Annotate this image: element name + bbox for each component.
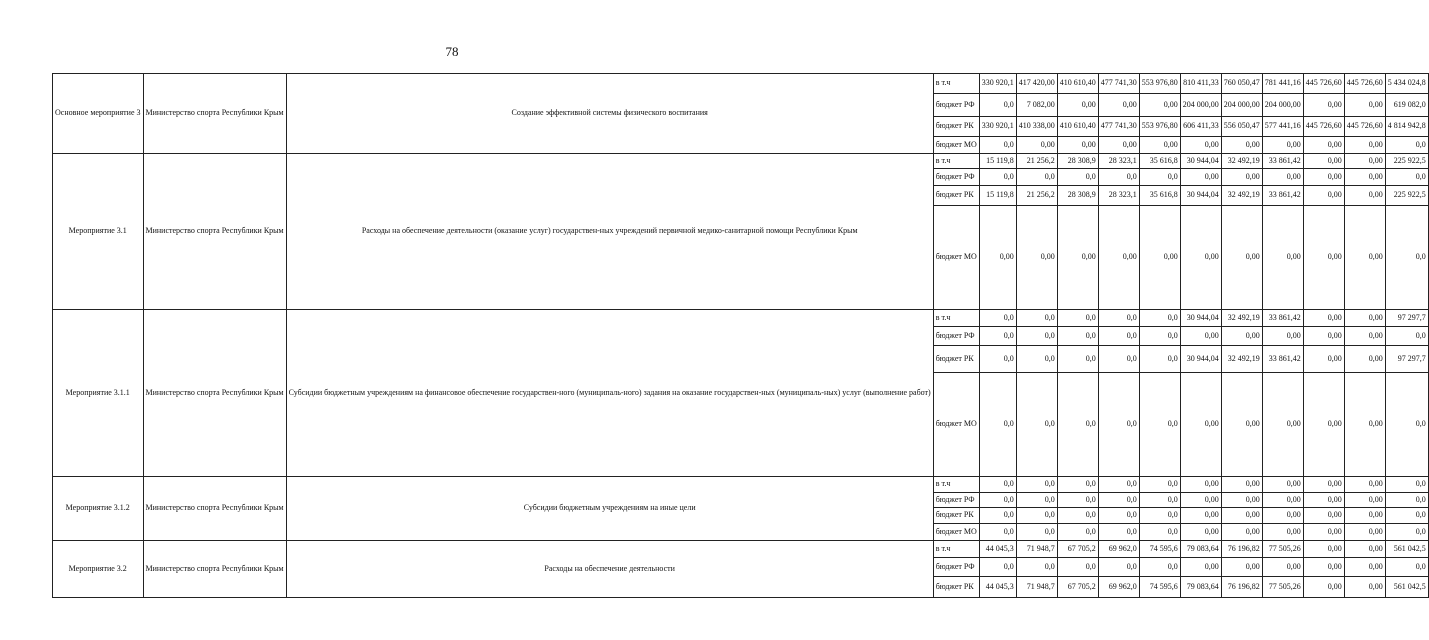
funding-source: в т.ч (933, 310, 979, 327)
amount-cell: 0,00 (1180, 169, 1221, 186)
funding-source: бюджет РФ (933, 558, 979, 577)
amount-cell: 0,0 (1139, 477, 1180, 493)
amount-cell: 0,00 (1303, 327, 1344, 346)
amount-cell: 781 441,16 (1262, 74, 1303, 94)
amount-cell: 0,00 (1221, 477, 1262, 493)
amount-cell: 0,0 (1057, 524, 1098, 541)
amount-cell: 417 420,00 (1016, 74, 1057, 94)
amount-cell: 0,00 (1180, 327, 1221, 346)
amount-cell: 0,0 (1385, 137, 1428, 154)
amount-cell: 0,0 (1385, 206, 1428, 310)
amount-cell: 0,00 (1221, 524, 1262, 541)
amount-cell: 0,0 (1139, 169, 1180, 186)
amount-cell: 225 922,5 (1385, 154, 1428, 169)
amount-cell: 0,00 (1303, 508, 1344, 524)
funding-source: бюджет РК (933, 508, 979, 524)
funding-source: бюджет РФ (933, 327, 979, 346)
amount-cell: 28 323,1 (1098, 186, 1139, 206)
amount-cell: 561 042,5 (1385, 577, 1428, 598)
amount-cell: 0,0 (979, 327, 1016, 346)
amount-cell: 0,00 (1057, 206, 1098, 310)
amount-cell: 0,00 (1262, 137, 1303, 154)
amount-cell: 0,0 (1057, 558, 1098, 577)
amount-cell: 204 000,00 (1262, 94, 1303, 117)
amount-cell: 67 705,2 (1057, 541, 1098, 558)
amount-cell: 97 297,7 (1385, 310, 1428, 327)
amount-cell: 0,0 (1057, 508, 1098, 524)
measure-name: Мероприятие 3.2 (53, 541, 144, 598)
amount-cell: 0,0 (979, 373, 1016, 477)
amount-cell: 0,0 (979, 94, 1016, 117)
amount-cell: 0,00 (1221, 327, 1262, 346)
amount-cell: 0,0 (1016, 477, 1057, 493)
amount-cell: 0,0 (1098, 524, 1139, 541)
amount-cell: 0,0 (1016, 493, 1057, 508)
amount-cell: 0,00 (1016, 206, 1057, 310)
amount-cell: 5 434 024,8 (1385, 74, 1428, 94)
amount-cell: 69 962,0 (1098, 577, 1139, 598)
amount-cell: 561 042,5 (1385, 541, 1428, 558)
amount-cell: 15 119,8 (979, 186, 1016, 206)
amount-cell: 0,00 (1303, 154, 1344, 169)
amount-cell: 0,00 (1303, 169, 1344, 186)
amount-cell: 553 976,80 (1139, 117, 1180, 137)
amount-cell: 0,00 (1303, 310, 1344, 327)
measure-description: Расходы на обеспечение деятельности (286, 541, 933, 598)
measure-name: Мероприятие 3.1.1 (53, 310, 144, 477)
amount-cell: 0,00 (1180, 206, 1221, 310)
amount-cell: 577 441,16 (1262, 117, 1303, 137)
amount-cell: 0,00 (1344, 169, 1385, 186)
amount-cell: 0,00 (1221, 206, 1262, 310)
amount-cell: 0,0 (1139, 524, 1180, 541)
amount-cell: 33 861,42 (1262, 154, 1303, 169)
amount-cell: 0,0 (1139, 493, 1180, 508)
amount-cell: 35 616,8 (1139, 186, 1180, 206)
amount-cell: 0,0 (1098, 493, 1139, 508)
table-row (53, 477, 1429, 493)
amount-cell: 0,00 (1344, 541, 1385, 558)
amount-cell: 0,00 (1303, 541, 1344, 558)
amount-cell: 0,00 (1221, 508, 1262, 524)
amount-cell: 69 962,0 (1098, 541, 1139, 558)
amount-cell: 0,0 (1139, 508, 1180, 524)
amount-cell: 0,0 (979, 493, 1016, 508)
amount-cell: 33 861,42 (1262, 346, 1303, 373)
amount-cell: 0,0 (979, 169, 1016, 186)
amount-cell: 0,0 (979, 477, 1016, 493)
amount-cell: 445 726,60 (1303, 74, 1344, 94)
amount-cell: 0,00 (1344, 186, 1385, 206)
amount-cell: 0,0 (1098, 558, 1139, 577)
budget-table (52, 73, 1429, 598)
amount-cell: 0,00 (1180, 524, 1221, 541)
amount-cell: 0,0 (1016, 524, 1057, 541)
amount-cell: 0,00 (1098, 137, 1139, 154)
amount-cell: 21 256,2 (1016, 186, 1057, 206)
amount-cell: 0,00 (1057, 137, 1098, 154)
amount-cell: 0,00 (1262, 524, 1303, 541)
measure-description: Создание эффективной системы физического воспитания (286, 74, 933, 154)
amount-cell: 0,00 (1303, 373, 1344, 477)
table-row (53, 310, 1429, 327)
funding-source: бюджет МО (933, 373, 979, 477)
amount-cell: 0,00 (1344, 477, 1385, 493)
amount-cell: 0,00 (1180, 558, 1221, 577)
amount-cell: 0,00 (1180, 508, 1221, 524)
amount-cell: 0,00 (1344, 327, 1385, 346)
amount-cell: 410 610,40 (1057, 74, 1098, 94)
amount-cell: 760 050,47 (1221, 74, 1262, 94)
amount-cell: 0,00 (1180, 137, 1221, 154)
executor-name: Министерство спорта Республики Крым (143, 477, 286, 541)
amount-cell: 0,00 (1221, 169, 1262, 186)
amount-cell: 0,00 (1180, 373, 1221, 477)
amount-cell: 619 082,0 (1385, 94, 1428, 117)
amount-cell: 556 050,47 (1221, 117, 1262, 137)
amount-cell: 0,0 (1385, 373, 1428, 477)
amount-cell: 0,0 (1016, 373, 1057, 477)
funding-source: бюджет РК (933, 117, 979, 137)
amount-cell: 0,00 (1344, 346, 1385, 373)
amount-cell: 4 814 942,8 (1385, 117, 1428, 137)
measure-description: Субсидии бюджетным учреждениям на иные цели (286, 477, 933, 541)
amount-cell: 0,0 (1098, 373, 1139, 477)
amount-cell: 0,00 (1016, 137, 1057, 154)
amount-cell: 330 920,1 (979, 74, 1016, 94)
amount-cell: 0,0 (979, 346, 1016, 373)
amount-cell: 0,00 (1303, 493, 1344, 508)
executor-name: Министерство спорта Республики Крым (143, 74, 286, 154)
page-number: 78 (445, 44, 459, 59)
amount-cell: 32 492,19 (1221, 310, 1262, 327)
amount-cell: 0,00 (1344, 373, 1385, 477)
funding-source: в т.ч (933, 541, 979, 558)
amount-cell: 606 411,33 (1180, 117, 1221, 137)
amount-cell: 71 948,7 (1016, 577, 1057, 598)
amount-cell: 477 741,30 (1098, 117, 1139, 137)
amount-cell: 204 000,00 (1221, 94, 1262, 117)
amount-cell: 0,0 (1098, 169, 1139, 186)
measure-name: Мероприятие 3.1 (53, 154, 144, 310)
amount-cell: 74 595,6 (1139, 541, 1180, 558)
table-row (53, 154, 1429, 169)
amount-cell: 0,0 (1098, 327, 1139, 346)
amount-cell: 0,0 (1016, 310, 1057, 327)
amount-cell: 44 045,3 (979, 577, 1016, 598)
amount-cell: 0,0 (1385, 524, 1428, 541)
amount-cell: 0,00 (1344, 577, 1385, 598)
amount-cell: 0,00 (1098, 206, 1139, 310)
funding-source: бюджет РК (933, 186, 979, 206)
amount-cell: 0,00 (1303, 477, 1344, 493)
amount-cell: 97 297,7 (1385, 346, 1428, 373)
amount-cell: 0,0 (1098, 508, 1139, 524)
amount-cell: 30 944,04 (1180, 186, 1221, 206)
measure-description: Расходы на обеспечение деятельности (оказание услуг) государствен-ных учреждений первичной медико-санитарной помощи Республики Крым (286, 154, 933, 310)
amount-cell: 0,00 (1344, 493, 1385, 508)
amount-cell: 30 944,04 (1180, 310, 1221, 327)
measure-name: Основное мероприятие 3 (53, 74, 144, 154)
funding-source: бюджет РФ (933, 169, 979, 186)
amount-cell: 28 308,9 (1057, 154, 1098, 169)
funding-source: в т.ч (933, 154, 979, 169)
amount-cell: 21 256,2 (1016, 154, 1057, 169)
amount-cell: 79 083,64 (1180, 541, 1221, 558)
amount-cell: 0,00 (1303, 94, 1344, 117)
amount-cell: 28 308,9 (1057, 186, 1098, 206)
funding-source: в т.ч (933, 74, 979, 94)
amount-cell: 71 948,7 (1016, 541, 1057, 558)
amount-cell: 0,0 (979, 524, 1016, 541)
amount-cell: 0,0 (979, 508, 1016, 524)
amount-cell: 0,0 (1139, 346, 1180, 373)
amount-cell: 0,00 (1262, 558, 1303, 577)
amount-cell: 0,00 (1057, 94, 1098, 117)
funding-source: бюджет РК (933, 346, 979, 373)
executor-name: Министерство спорта Республики Крым (143, 541, 286, 598)
amount-cell: 0,00 (1139, 137, 1180, 154)
amount-cell: 0,00 (1303, 137, 1344, 154)
amount-cell: 0,0 (1098, 310, 1139, 327)
amount-cell: 35 616,8 (1139, 154, 1180, 169)
amount-cell: 0,0 (1139, 327, 1180, 346)
amount-cell: 0,0 (1057, 493, 1098, 508)
amount-cell: 0,0 (1057, 346, 1098, 373)
amount-cell: 0,00 (1344, 310, 1385, 327)
amount-cell: 0,00 (1303, 186, 1344, 206)
amount-cell: 33 861,42 (1262, 310, 1303, 327)
amount-cell: 0,0 (979, 137, 1016, 154)
measure-name: Мероприятие 3.1.2 (53, 477, 144, 541)
amount-cell: 0,0 (1016, 558, 1057, 577)
amount-cell: 204 000,00 (1180, 94, 1221, 117)
amount-cell: 0,0 (979, 558, 1016, 577)
amount-cell: 0,0 (1385, 477, 1428, 493)
amount-cell: 0,00 (1221, 493, 1262, 508)
amount-cell: 0,00 (1262, 477, 1303, 493)
amount-cell: 74 595,6 (1139, 577, 1180, 598)
amount-cell: 0,00 (1303, 346, 1344, 373)
table-row (53, 541, 1429, 558)
funding-source: бюджет МО (933, 206, 979, 310)
amount-cell: 79 083,64 (1180, 577, 1221, 598)
amount-cell: 0,0 (1016, 327, 1057, 346)
amount-cell: 0,00 (1262, 327, 1303, 346)
measure-description: Субсидии бюджетным учреждениям на финансовое обеспечение государствен-ного (муниципаль-ного) задания на оказание государствен-ных (муниципаль-ных) услуг (выполнение работ) (286, 310, 933, 477)
amount-cell: 0,0 (1098, 477, 1139, 493)
funding-source: бюджет МО (933, 137, 979, 154)
amount-cell: 0,00 (1221, 373, 1262, 477)
amount-cell: 76 196,82 (1221, 577, 1262, 598)
amount-cell: 410 338,00 (1016, 117, 1057, 137)
amount-cell: 0,0 (1385, 169, 1428, 186)
amount-cell: 0,00 (1098, 94, 1139, 117)
amount-cell: 0,0 (1385, 327, 1428, 346)
amount-cell: 0,0 (1057, 169, 1098, 186)
amount-cell: 0,0 (1016, 169, 1057, 186)
funding-source: в т.ч (933, 477, 979, 493)
amount-cell: 445 726,60 (1303, 117, 1344, 137)
table-row (53, 74, 1429, 94)
amount-cell: 0,00 (1303, 206, 1344, 310)
amount-cell: 0,0 (979, 310, 1016, 327)
amount-cell: 0,00 (1344, 137, 1385, 154)
amount-cell: 0,00 (1180, 493, 1221, 508)
executor-name: Министерство спорта Республики Крым (143, 310, 286, 477)
funding-source: бюджет РК (933, 577, 979, 598)
amount-cell: 225 922,5 (1385, 186, 1428, 206)
amount-cell: 0,00 (1262, 508, 1303, 524)
amount-cell: 0,00 (1303, 524, 1344, 541)
amount-cell: 0,0 (1139, 373, 1180, 477)
amount-cell: 32 492,19 (1221, 346, 1262, 373)
amount-cell: 77 505,26 (1262, 577, 1303, 598)
amount-cell: 28 323,1 (1098, 154, 1139, 169)
funding-source: бюджет РФ (933, 493, 979, 508)
amount-cell: 0,00 (1262, 493, 1303, 508)
amount-cell: 67 705,2 (1057, 577, 1098, 598)
amount-cell: 30 944,04 (1180, 346, 1221, 373)
amount-cell: 0,0 (1385, 508, 1428, 524)
amount-cell: 0,00 (1139, 206, 1180, 310)
amount-cell: 0,00 (1344, 206, 1385, 310)
amount-cell: 0,00 (1344, 154, 1385, 169)
amount-cell: 0,0 (1057, 373, 1098, 477)
amount-cell: 445 726,60 (1344, 74, 1385, 94)
amount-cell: 445 726,60 (1344, 117, 1385, 137)
amount-cell: 30 944,04 (1180, 154, 1221, 169)
amount-cell: 15 119,8 (979, 154, 1016, 169)
amount-cell: 810 411,33 (1180, 74, 1221, 94)
amount-cell: 0,00 (1139, 94, 1180, 117)
amount-cell: 0,00 (1303, 577, 1344, 598)
amount-cell: 0,0 (1057, 477, 1098, 493)
amount-cell: 410 610,40 (1057, 117, 1098, 137)
amount-cell: 32 492,19 (1221, 154, 1262, 169)
amount-cell: 44 045,3 (979, 541, 1016, 558)
amount-cell: 32 492,19 (1221, 186, 1262, 206)
amount-cell: 553 976,80 (1139, 74, 1180, 94)
executor-name: Министерство спорта Республики Крым (143, 154, 286, 310)
amount-cell: 0,00 (1344, 524, 1385, 541)
amount-cell: 0,0 (1385, 493, 1428, 508)
amount-cell: 0,00 (1344, 508, 1385, 524)
amount-cell: 477 741,30 (1098, 74, 1139, 94)
funding-source: бюджет МО (933, 524, 979, 541)
amount-cell: 0,0 (1139, 558, 1180, 577)
amount-cell: 76 196,82 (1221, 541, 1262, 558)
amount-cell: 0,00 (1221, 558, 1262, 577)
amount-cell: 0,00 (979, 206, 1016, 310)
amount-cell: 0,0 (1139, 310, 1180, 327)
amount-cell: 0,00 (1180, 477, 1221, 493)
amount-cell: 0,0 (1057, 327, 1098, 346)
amount-cell: 0,0 (1016, 508, 1057, 524)
amount-cell: 0,0 (1385, 558, 1428, 577)
amount-cell: 0,00 (1262, 206, 1303, 310)
amount-cell: 0,00 (1303, 558, 1344, 577)
amount-cell: 0,0 (1057, 310, 1098, 327)
amount-cell: 0,0 (1016, 346, 1057, 373)
funding-source: бюджет РФ (933, 94, 979, 117)
amount-cell: 77 505,26 (1262, 541, 1303, 558)
amount-cell: 0,00 (1344, 558, 1385, 577)
amount-cell: 33 861,42 (1262, 186, 1303, 206)
amount-cell: 0,00 (1221, 137, 1262, 154)
amount-cell: 0,0 (1098, 346, 1139, 373)
amount-cell: 0,00 (1262, 373, 1303, 477)
amount-cell: 330 920,1 (979, 117, 1016, 137)
amount-cell: 0,00 (1344, 94, 1385, 117)
amount-cell: 7 082,00 (1016, 94, 1057, 117)
amount-cell: 0,00 (1262, 169, 1303, 186)
